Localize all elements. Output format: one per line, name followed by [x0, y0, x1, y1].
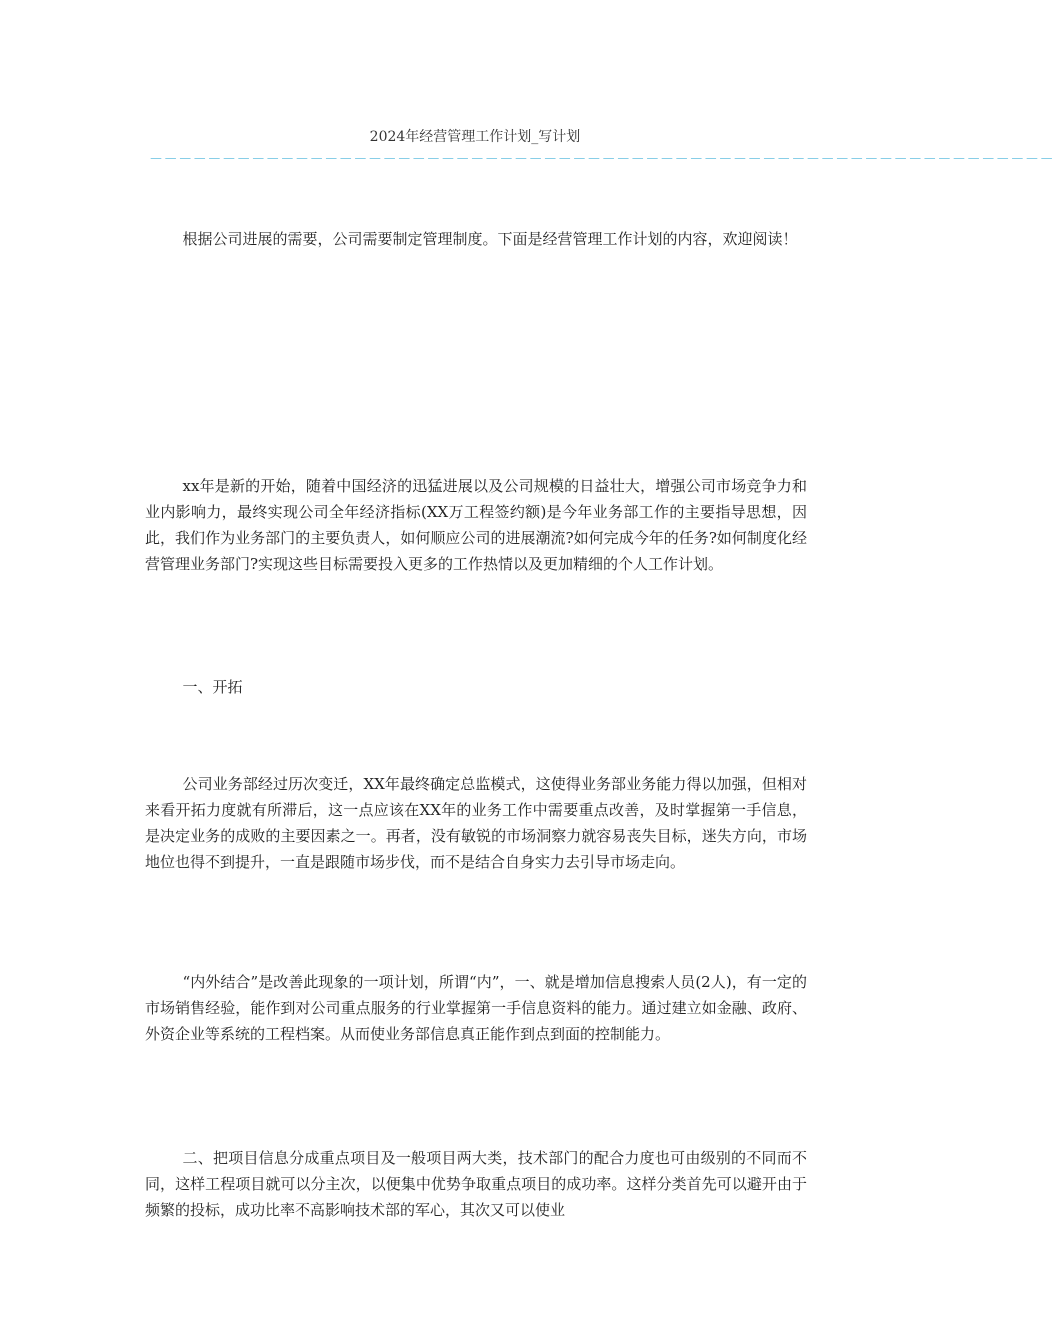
title-divider: －－－－－－－－－－－－－－－－－－－－－－－－－－－－－－－－－－－－－－－－－－－－－－－－－－－－－－－－－－－－－－: [149, 152, 1054, 168]
department-paragraph: 公司业务部经过历次变迁，XX年最终确定总监模式，这使得业务部业务能力得以加强，但相对来看开拓力度就有所滞后，这一点应该在XX年的业务工作中需要重点改善，及时掌握第一手信息，是决定业务的成败的主要因素之一。再者，没有敏锐的市场洞察力就容易丧失目标，迷失方向，市场地位也得不到提升，一直是跟随市场步伐，而不是结合自身实力去引导市场走向。: [145, 775, 807, 871]
intro-paragraph: 根据公司进展的需要，公司需要制定管理制度。下面是经营管理工作计划的内容，欢迎阅读！: [182, 230, 798, 248]
new-start-paragraph: xx年是新的开始，随着中国经济的迅猛进展以及公司规模的日益壮大，增强公司市场竞争力和业内影响力，最终实现公司全年经济指标(XX万工程签约额)是今年业务部工作的主要指导思想，因此，我们作为业务部门的主要负责人，如何顺应公司的进展潮流?如何完成今年的任务?如何制度化经营管理业务部门?实现这些目标需要投入更多的工作热情以及更加精细的个人工作计划。: [145, 477, 807, 573]
inside-outside-paragraph: “内外结合”是改善此现象的一项计划，所谓“内”，一、就是增加信息搜索人员(2人)，有一定的市场销售经验，能作到对公司重点服务的行业掌握第一手信息资料的能力。通过建立如金融、政府、外资企业等系统的工程档案。从而使业务部信息真正能作到点到面的控制能力。: [145, 973, 807, 1043]
section-heading-expand: 一、开拓: [182, 678, 243, 696]
document-title: 2024年经营管理工作计划_写计划: [369, 129, 581, 145]
project-classification-paragraph: 二、把项目信息分成重点项目及一般项目两大类，技术部门的配合力度也可由级别的不同而不同，这样工程项目就可以分主次，以便集中优势争取重点项目的成功率。这样分类首先可以避开由于频繁的投标，成功比率不高影响技术部的军心，其次又可以使业: [145, 1149, 807, 1219]
